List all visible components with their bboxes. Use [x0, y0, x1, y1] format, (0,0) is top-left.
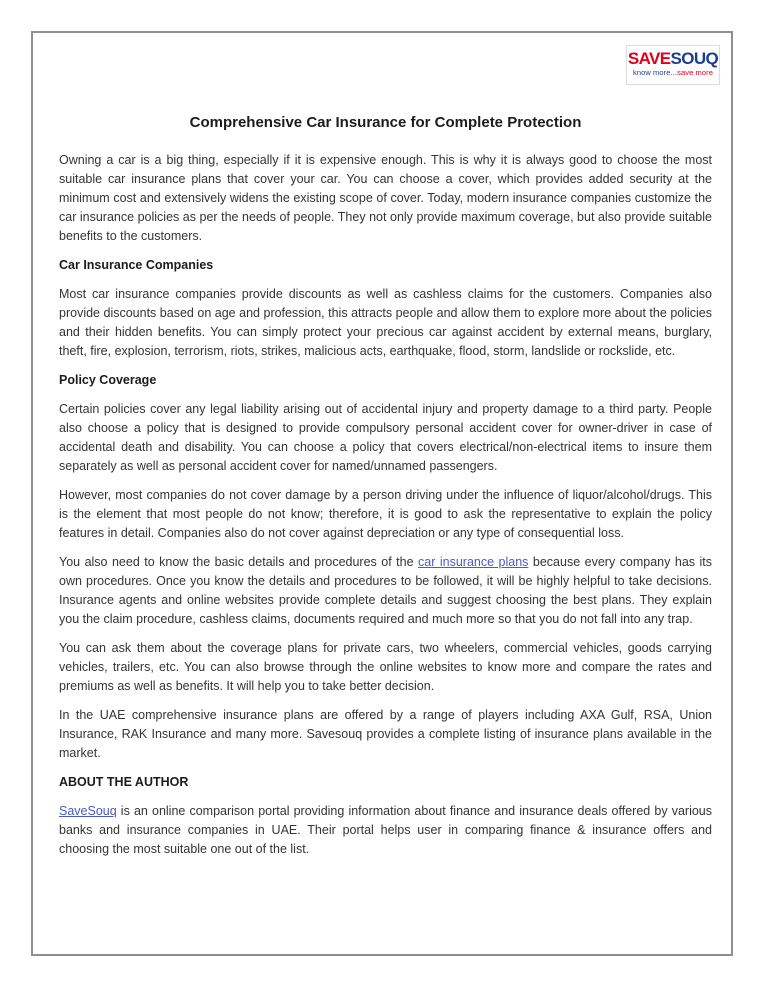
section-heading: ABOUT THE AUTHOR: [59, 775, 189, 789]
document-sections: [59, 151, 712, 859]
text-link[interactable]: car insurance plans: [418, 555, 529, 569]
page-title: Comprehensive Car Insurance for Complete Protection: [189, 114, 582, 131]
paragraph: You can ask them about the coverage plans for private cars, two wheelers, commercial vehicles, goods carrying vehicles, trailers, etc. You can also browse through the online websites to know more and compare the rates and premiums as well as benefits. It will help you to take better decision.: [59, 641, 712, 693]
section-heading: Policy Coverage: [59, 373, 157, 387]
paragraph: SaveSouq is an online comparison portal providing information about finance and insurance deals offered by various banks and insurance companies in UAE. Their portal helps user in comparing finance & insurance offers and choosing the most suitable one out of the list.: [59, 804, 712, 856]
paragraph: However, most companies do not cover damage by a person driving under the influence of liquor/alcohol/drugs. This is the element that most people do not know; therefore, it is good to ask the representative to explain the policy features in detail. Companies also do not cover against depreciation or any type of consequential loss.: [59, 488, 712, 540]
logo-wordmark: [627, 50, 719, 68]
document-page: [31, 31, 733, 956]
logo-tagline: [627, 68, 719, 77]
logo-souq-text: SOUQ: [670, 49, 719, 68]
logo-save-text: SAVE: [627, 49, 671, 68]
savesouq-logo: [626, 45, 720, 85]
paragraph: Owning a car is a big thing, especially if it is expensive enough. This is why it is always good to choose the most suitable car insurance plans that cover your car. You can choose a cover, which provides added security at the minimum cost and extensively widens the existing scope of cover. Today, modern insurance companies customize the car insurance policies as per the needs of people. They not only provide maximum coverage, but also provide suitable benefits to the customers.: [59, 153, 712, 243]
section-heading: Car Insurance Companies: [59, 258, 214, 272]
paragraph: Certain policies cover any legal liability arising out of accidental injury and property damage to a third party. People also choose a policy that is designed to provide compulsory personal accident cover for owner-driver in case of accidental death and disability. You can choose a policy that covers electrical/non-electrical items to insure them separately as well as personal accident cover for named/unnamed passengers.: [59, 402, 712, 473]
text-link[interactable]: SaveSouq: [59, 804, 117, 818]
logo-tagline-save: save more: [677, 68, 714, 77]
logo-tagline-know: know more...: [632, 68, 678, 77]
paragraph: You also need to know the basic details and procedures of the car insurance plans because every company has its own procedures. Once you know the details and procedures to be followed, it will be highly helpful to take decisions. Insurance agents and online websites provide complete details and suggest choosing the best plans. They explain you the claim procedure, cashless claims, documents required and much more so that you do not fall into any trap.: [59, 555, 712, 626]
document-content: [59, 113, 712, 869]
paragraph: Most car insurance companies provide discounts as well as cashless claims for the customers. Companies also provide discounts based on age and profession, this attracts people and allow them to explore more about the policies and their hidden benefits. You can simply protect your precious car against accident by external means, burglary, theft, fire, explosion, terrorism, riots, strikes, malicious acts, earthquake, flood, storm, landslide or rockslide, etc.: [59, 287, 712, 358]
paragraph: In the UAE comprehensive insurance plans are offered by a range of players including AXA Gulf, RSA, Union Insurance, RAK Insurance and many more. Savesouq provides a complete listing of insurance plans available in the market.: [59, 708, 712, 760]
